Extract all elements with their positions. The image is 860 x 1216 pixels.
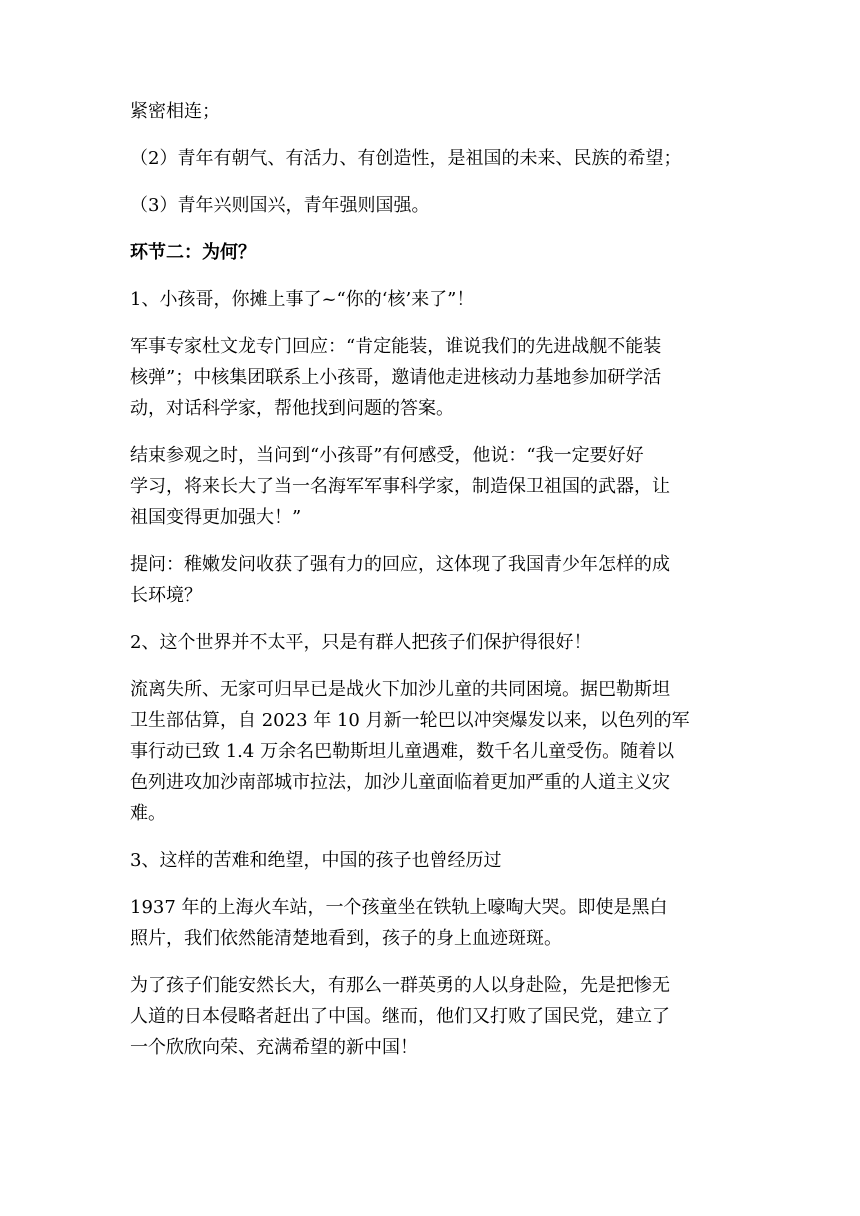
text-line: 军事专家杜文龙专门回应：“肯定能装，谁说我们的先进战舰不能装 bbox=[130, 336, 662, 357]
paragraph-point-2 bbox=[130, 143, 730, 174]
text-line: 动，对话科学家，帮他找到问题的答案。 bbox=[130, 398, 454, 419]
text-line: 学习，将来长大了当一名海军军事科学家，制造保卫祖国的武器，让 bbox=[130, 476, 670, 497]
paragraph-shanghai-1937 bbox=[130, 892, 730, 954]
text-line: 流离失所、无家可归早已是战火下加沙儿童的共同困境。据巴勒斯坦 bbox=[130, 679, 670, 700]
text-line: 难。 bbox=[130, 803, 166, 824]
text-line: 3、这样的苦难和绝望，中国的孩子也曾经历过 bbox=[130, 850, 502, 871]
text-line: 核弹”；中核集团联系上小孩哥，邀请他走进核动力基地参加研学活 bbox=[130, 367, 662, 388]
text-line: 1、小孩哥，你摊上事了~“你的‘核’来了”！ bbox=[130, 289, 475, 310]
paragraph-expert-response bbox=[130, 331, 730, 424]
text-line: （2）青年有朝气、有活力、有创造性，是祖国的未来、民族的希望； bbox=[130, 148, 682, 169]
paragraph-item-3-title bbox=[130, 845, 730, 876]
paragraph-gaza-children bbox=[130, 674, 730, 829]
paragraph-item-2-title bbox=[130, 627, 730, 658]
text-line: 紧密相连； bbox=[130, 101, 220, 122]
text-line: 事行动已致 1.4 万余名巴勒斯坦儿童遇难，数千名儿童受伤。随着以 bbox=[130, 741, 675, 762]
text-line: 人道的日本侵略者赶出了中国。继而，他们又打败了国民党，建立了 bbox=[130, 1006, 670, 1027]
text-line: 长环境？ bbox=[130, 585, 202, 606]
text-line: 色列进攻加沙南部城市拉法，加沙儿童面临着更加严重的人道主义灾 bbox=[130, 772, 670, 793]
document-page bbox=[130, 96, 730, 1079]
paragraph-question bbox=[130, 549, 730, 611]
text-line: 卫生部估算，自 2023 年 10 月新一轮巴以冲突爆发以来，以色列的军 bbox=[130, 710, 690, 731]
section-heading bbox=[130, 237, 730, 268]
text-line: （3）青年兴则国兴，青年强则国强。 bbox=[130, 195, 430, 216]
text-line: 照片，我们依然能清楚地看到，孩子的身上血迹斑斑。 bbox=[130, 928, 562, 949]
paragraph-continuation bbox=[130, 96, 730, 127]
paragraph-item-1-title bbox=[130, 284, 730, 315]
paragraph-visit-reflection bbox=[130, 440, 730, 533]
text-line: 2、这个世界并不太平，只是有群人把孩子们保护得很好！ bbox=[130, 632, 592, 653]
text-line: 祖国变得更加强大！” bbox=[130, 507, 302, 528]
paragraph-point-3 bbox=[130, 190, 730, 221]
text-line: 提问：稚嫩发问收获了强有力的回应，这体现了我国青少年怎样的成 bbox=[130, 554, 670, 575]
text-line: 为了孩子们能安然长大，有那么一群英勇的人以身赴险，先是把惨无 bbox=[130, 975, 670, 996]
text-line: 结束参观之时，当问到“小孩哥”有何感受，他说：“我一定要好好 bbox=[130, 445, 644, 466]
paragraph-new-china bbox=[130, 970, 730, 1063]
text-line: 一个欣欣向荣、充满希望的新中国！ bbox=[130, 1037, 418, 1058]
heading-text: 环节二：为何？ bbox=[130, 242, 256, 263]
text-line: 1937 年的上海火车站，一个孩童坐在铁轨上嚎啕大哭。即使是黑白 bbox=[130, 897, 668, 918]
